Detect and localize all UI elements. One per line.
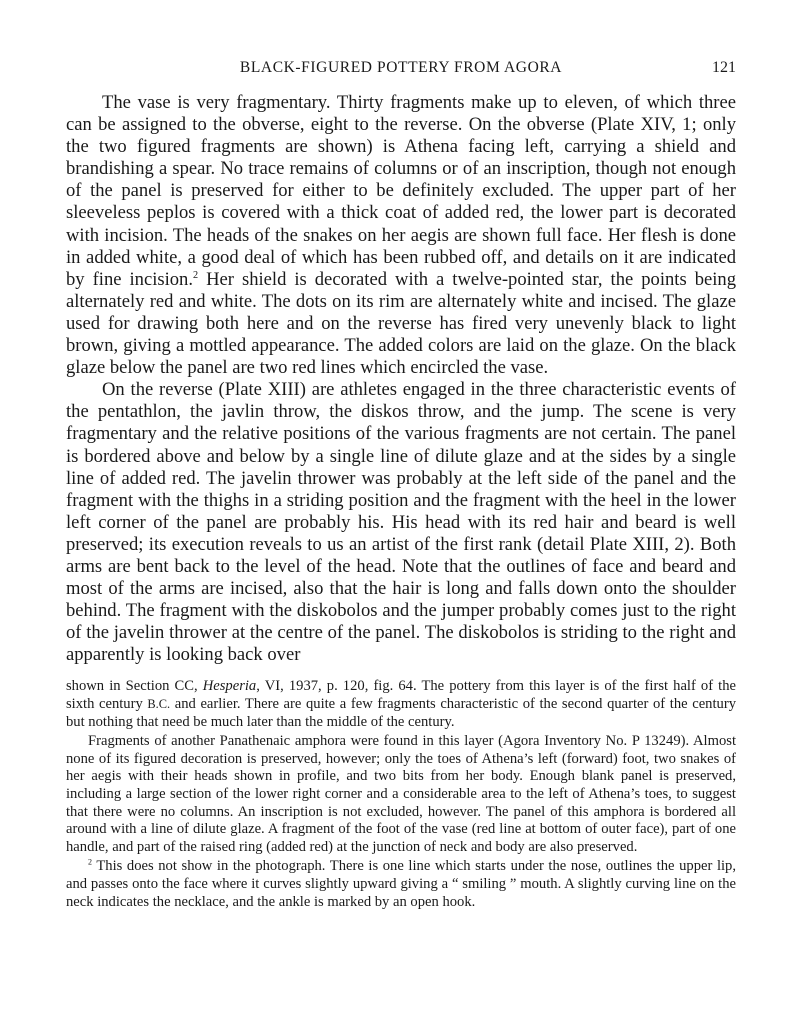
footnote-2-text: This does not show in the photograph. There is one line which starts under the nose, outlines the upper lip, and passes onto the face where it curves slightly upward giving a “ smiling ” mouth. A slightly curving line on the neck indicates the necklace, and the ankle is marked by an open hook. bbox=[66, 858, 736, 910]
footnote-text: and earlier. There are quite a few fragments characteristic of the second quarter of the century but nothing that need be much later than the middle of the century. bbox=[66, 696, 736, 730]
era-abbreviation: B.C. bbox=[147, 697, 171, 712]
running-title: BLACK-FIGURED POTTERY FROM AGORA bbox=[239, 59, 563, 76]
footnote-number: 2 bbox=[88, 857, 93, 867]
footnote-continued bbox=[66, 678, 736, 731]
paragraph-reverse: On the reverse (Plate XIII) are athletes engaged in the three characteristic events of the pentathlon, the javlin throw, the diskos throw, and the jump. The scene is very fragmentary and the relative positions of the various fragments are not certain. The panel is bordered above and below by a single line of dilute glaze and at the sides by a single line of added red. The javelin thrower was probably at the left side of the panel and the fragment with the thighs in a striding position and the fragment with the heel in the lower left corner of the panel are probably his. His head with its red hair and beard is well preserved; its execution reveals to us an artist of the first rank (detail Plate XIII, 2). Both arms are bent back to the level of the head. Note that the outlines of face and beard and most of the arms are incised, also that the hair is long and falls down onto the shoulder behind. The fragment with the diskobolos and the jumper probably comes just to the right of the javelin thrower at the centre of the panel. The diskobolos is striding to the right and apparently is looking back over bbox=[66, 379, 736, 666]
page bbox=[66, 56, 736, 911]
footnote-paragraph: Fragments of another Panathenaic amphora were found in this layer (Agora Inventory No. P 13249). Almost none of its figured decoration is preserved, however; only the toes of Athena’s left (forward) foot, two snakes of her aegis with their heads shown in profile, and two bits from her body. Enough blank panel is preserved, including a large section of the lower right corner and a considerable area to the left of Athena’s toes, to suggest that there were no columns. An inscription is not excluded, however. The panel of this amphora is bordered all around with a line of dilute glaze. A fragment of the foot of the vase (red line at bottom of outer face), part of one handle, and part of the raised ring (added red) at the junction of neck and body are also preserved. bbox=[66, 733, 736, 855]
journal-title: Hesperia bbox=[202, 678, 257, 695]
body-text bbox=[66, 92, 736, 666]
footnote-text: shown in Section CC, bbox=[66, 678, 203, 695]
footnote-2 bbox=[66, 858, 736, 911]
footnote-ref-2: 2 bbox=[193, 269, 199, 281]
footnote-text: , VI, 1937, p. 120, fig. 64. The pottery from this layer is of the first half of the sixth century bbox=[66, 678, 736, 713]
paragraph-obverse-text-1: The vase is very fragmentary. Thirty fragments make up to eleven, of which three can be assigned to the obverse, eight to the reverse. On the obverse (Plate XIV, 1; only the two figured fragments are shown) is Athena facing left, carrying a shield and brandishing a spear. No trace remains of columns or of an inscription, though not enough of the panel is preserved for either to be definitely excluded. The upper part of her sleeveless peplos is covered with a thick coat of added red, the lower part is decorated with incision. The heads of the snakes on her aegis are shown full face. Her flesh is done in added white, a good deal of which has been rubbed off, and details on it are indicated by fine incision. bbox=[66, 92, 736, 290]
paragraph-obverse bbox=[66, 92, 736, 379]
running-head bbox=[66, 56, 736, 80]
page-number: 121 bbox=[712, 59, 736, 76]
paragraph-obverse-text-2: Her shield is decorated with a twelve-pointed star, the points being alternately red and white. The dots on its rim are alternately white and incised. The glaze used for drawing both here and on the reverse has fired very unevenly black to light brown, giving a mottled appearance. The added colors are laid on the glaze. On the black glaze below the panel are two red lines which encircled the vase. bbox=[66, 268, 737, 379]
footnotes bbox=[66, 678, 736, 911]
